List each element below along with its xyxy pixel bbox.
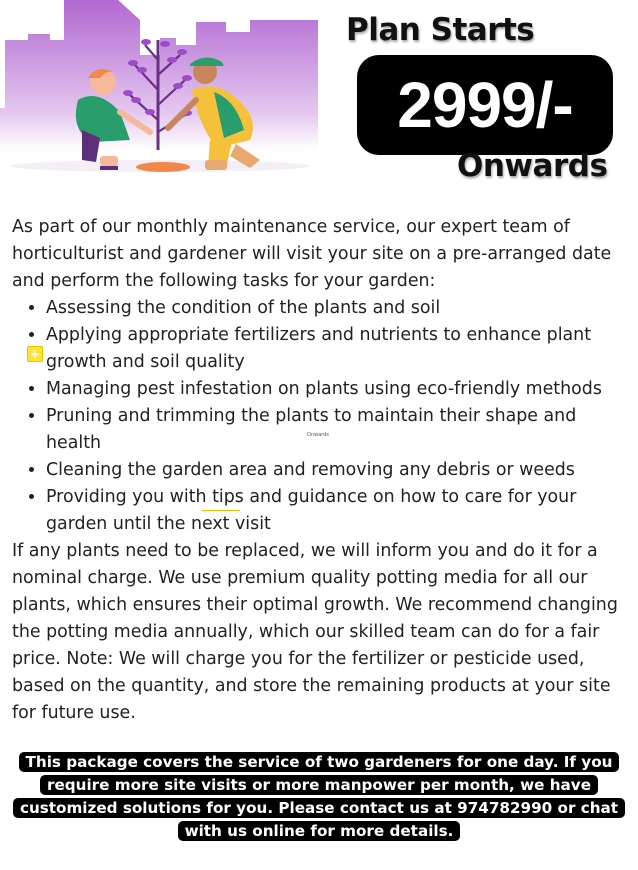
outro-paragraph: If any plants need to be replaced, we will inform you and do it for a nominal charge. We use premium quality potting media for all our plants, which ensures their optimal growth. We recommend changing the potting media annually, which our skilled team can do for a fair price. Note: We will charge you for the fertilizer or pesticide used, based on the quantity, and store the remaining products at your site for future use. bbox=[12, 541, 618, 723]
list-item: • Pruning and trimming the plants to maintain their shape and health bbox=[46, 403, 634, 457]
plan-title: Plan Starts bbox=[346, 12, 535, 48]
list-item: • Providing you with tips and guidance on how to care for your garden until the next visit bbox=[46, 484, 634, 538]
price-value: 2999/- bbox=[397, 69, 573, 141]
highlight-underline bbox=[202, 510, 240, 511]
small-onwards-label: Onwards bbox=[307, 432, 330, 438]
onwards-label: Onwards bbox=[457, 148, 608, 184]
list-item: • Managing pest infestation on plants using eco-friendly methods bbox=[46, 376, 634, 403]
price-badge bbox=[357, 55, 613, 155]
service-description bbox=[12, 214, 634, 727]
gardeners-illustration bbox=[0, 0, 320, 200]
list-item: • Applying appropriate fertilizers and nutrients to enhance plant growth and soil quality bbox=[46, 322, 634, 376]
list-item: • Cleaning the garden area and removing any debris or weeds bbox=[46, 457, 634, 484]
intro-paragraph: As part of our monthly maintenance service, our expert team of horticulturist and gardener will visit your site on a pre-arranged date and perform the following tasks for your garden: bbox=[12, 217, 612, 291]
add-icon[interactable]: + bbox=[27, 346, 43, 362]
package-note bbox=[10, 751, 628, 843]
task-list bbox=[12, 295, 634, 538]
list-item: • Assessing the condition of the plants and soil bbox=[46, 295, 634, 322]
package-note-text: This package covers the service of two gardeners for one day. If you require more site visits or more manpower per month, we have customized solutions for you. Please contact us at 974782990 or chat with us online for more details. bbox=[13, 752, 625, 841]
